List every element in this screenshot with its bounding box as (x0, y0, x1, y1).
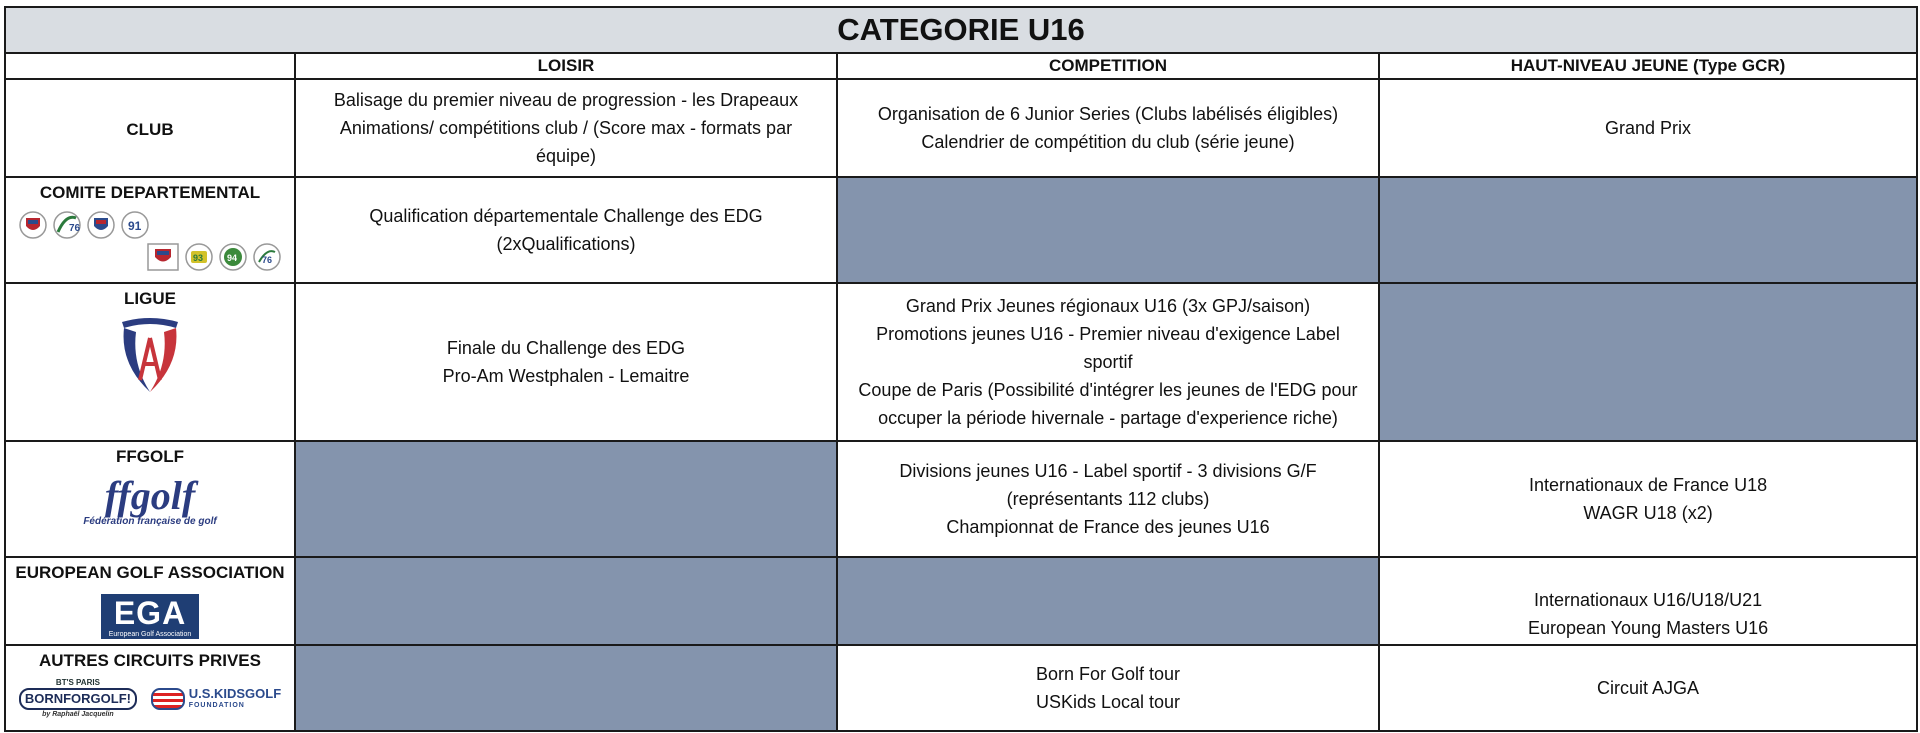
cell-ligue-competition (837, 283, 1379, 441)
cell-comite-competition (837, 177, 1379, 283)
ffgolf-logo-subtitle: Fédération française de golf (83, 516, 217, 527)
row-label-text: FFGOLF (116, 447, 184, 466)
cell-line: Animations/ compétitions club / (Score max - formats par (339, 118, 793, 138)
us-flag-icon (151, 688, 185, 710)
ega-logo-subtitle: European Golf Association (108, 631, 192, 638)
cell-ega-haut-niveau (1379, 557, 1917, 645)
cell-line: occuper la période hivernale - partage d'experience riche) (878, 408, 1338, 428)
row-label-text: AUTRES CIRCUITS PRIVES (39, 651, 261, 670)
comite-logos-row-1 (12, 210, 288, 240)
private-circuit-logos (12, 678, 288, 719)
cell-line: Born For Golf tour (1035, 664, 1181, 684)
header-loisir: LOISIR (295, 53, 837, 79)
header-competition: COMPETITION (837, 53, 1379, 79)
bornforgolf-logo (19, 678, 137, 719)
header-empty (5, 53, 295, 79)
cell-line: sportif (1083, 352, 1133, 372)
uskids-logo-text (189, 687, 281, 710)
cell-ligue-haut-niveau (1379, 283, 1917, 441)
cell-autres-competition (837, 645, 1379, 731)
cell-line: Promotions jeunes U16 - Premier niveau d'exigence Label (876, 324, 1340, 344)
category-table (4, 6, 1918, 732)
uskids-logo (151, 687, 281, 710)
department-swoosh-icon (52, 210, 82, 240)
department-94-icon (218, 242, 248, 272)
cell-line: Circuit AJGA (1597, 678, 1700, 698)
ligue-logo-icon (110, 314, 190, 398)
department-93-icon (184, 242, 214, 272)
bornforgolf-logo-tagline: by Raphaël Jacquelin (42, 711, 114, 718)
cell-comite-loisir (295, 177, 837, 283)
comite-logos-row-2 (12, 242, 288, 272)
table-row-autres (5, 645, 1917, 731)
ffgolf-logo: ffgolf (104, 473, 196, 518)
row-label-text: LIGUE (124, 289, 176, 308)
svg-text:94: 94 (227, 253, 238, 263)
department-91-icon (120, 210, 150, 240)
department-76-icon (252, 242, 282, 272)
row-label-comite (5, 177, 295, 283)
cell-ligue-loisir (295, 283, 837, 441)
row-label-ligue (5, 283, 295, 441)
cell-ffgolf-haut-niveau (1379, 441, 1917, 557)
cell-autres-haut-niveau (1379, 645, 1917, 731)
cell-line: Grand Prix Jeunes régionaux U16 (3x GPJ/saison) (905, 296, 1311, 316)
department-crest-icon (86, 210, 116, 240)
cell-club-loisir (295, 79, 837, 177)
row-label-ffgolf (5, 441, 295, 557)
table-title: CATEGORIE U16 (5, 7, 1917, 53)
department-crest-icon (18, 210, 48, 240)
uskids-logo-subtitle: FOUNDATION (188, 702, 245, 709)
cell-ffgolf-loisir (295, 441, 837, 557)
row-label-club: CLUB (5, 79, 295, 177)
ega-logo-word: EGA (113, 595, 187, 631)
cell-line: (2xQualifications) (496, 234, 636, 254)
bornforgolf-logo-top: BT'S PARIS (55, 678, 100, 687)
cell-ega-competition (837, 557, 1379, 645)
cell-ffgolf-competition (837, 441, 1379, 557)
table-row-ligue (5, 283, 1917, 441)
svg-text:76: 76 (262, 255, 273, 265)
cell-club-competition (837, 79, 1379, 177)
cell-line: (représentants 112 clubs) (1006, 489, 1210, 509)
cell-line: Internationaux de France U18 (1528, 475, 1768, 495)
table-row-ffgolf (5, 441, 1917, 557)
cell-club-haut-niveau (1379, 79, 1917, 177)
cell-line: WAGR U18 (x2) (1583, 503, 1713, 523)
cell-ega-loisir (295, 557, 837, 645)
cell-line: Calendrier de compétition du club (série jeune) (921, 132, 1295, 152)
cell-autres-loisir (295, 645, 837, 731)
bornforgolf-logo-word: BORNFORGOLF! (19, 688, 137, 710)
department-crest-icon (146, 242, 180, 272)
cell-line: Divisions jeunes U16 - Label sportif - 3 divisions G/F (899, 461, 1317, 481)
cell-line: Championnat de France des jeunes U16 (946, 517, 1270, 537)
cell-comite-haut-niveau (1379, 177, 1917, 283)
cell-line: Coupe de Paris (Possibilité d'intégrer les jeunes de l'EDG pour (858, 380, 1358, 400)
cell-line: équipe) (535, 146, 597, 166)
cell-line: European Young Masters U16 (1527, 618, 1769, 638)
cell-line: Grand Prix (1605, 118, 1692, 138)
cell-line: Internationaux U16/U18/U21 (1533, 590, 1763, 610)
table-row-comite (5, 177, 1917, 283)
svg-text:76: 76 (69, 223, 81, 234)
cell-line: Finale du Challenge des EDG (446, 338, 686, 358)
cell-line: Organisation de 6 Junior Series (Clubs labélisés éligibles) (877, 104, 1339, 124)
header-haut-niveau: HAUT-NIVEAU JEUNE (Type GCR) (1379, 53, 1917, 79)
row-label-text: COMITE DEPARTEMENTAL (39, 183, 261, 202)
row-label-text: EUROPEAN GOLF ASSOCIATION (15, 563, 285, 582)
cell-line: Balisage du premier niveau de progression - les Drapeaux (333, 90, 799, 110)
ega-logo (101, 594, 200, 639)
svg-text:93: 93 (193, 253, 204, 263)
cell-line: Qualification départementale Challenge des EDG (369, 206, 763, 226)
table-row-club (5, 79, 1917, 177)
uskids-logo-word: U.S.KIDSGOLF (188, 686, 282, 701)
row-label-ega (5, 557, 295, 645)
table-row-ega (5, 557, 1917, 645)
svg-text:91: 91 (128, 219, 142, 233)
cell-line: Pro-Am Westphalen - Lemaitre (442, 366, 690, 386)
cell-line: USKids Local tour (1035, 692, 1181, 712)
row-label-autres (5, 645, 295, 731)
